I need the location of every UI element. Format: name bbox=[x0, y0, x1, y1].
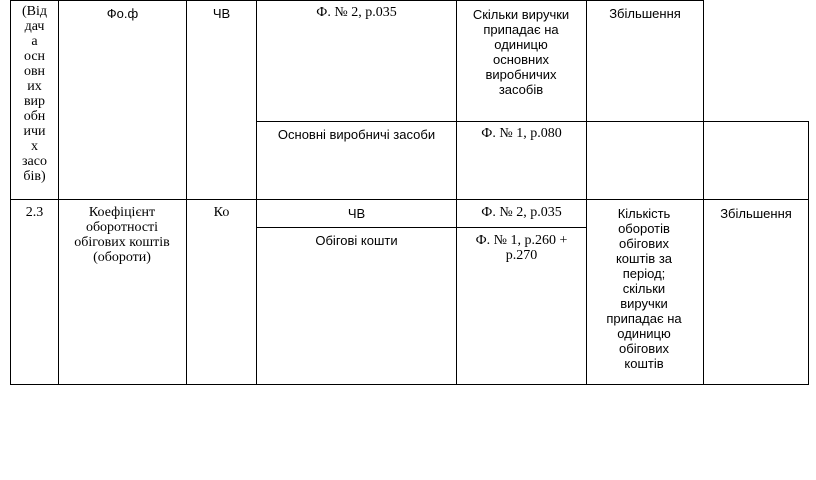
col-border bbox=[456, 0, 457, 385]
col-border bbox=[186, 0, 187, 385]
row1-col1-text: (Від дач а осн овн их вир обн ичи х засо бів) bbox=[21, 4, 47, 184]
table-bottom-border bbox=[10, 384, 809, 385]
row1-numerator-source: Ф. № 2, р.035 bbox=[316, 5, 397, 20]
row2-denominator-label: Обігові кошти bbox=[315, 233, 398, 248]
row2-numerator-source: Ф. № 2, р.035 bbox=[481, 205, 562, 220]
col-border bbox=[586, 0, 587, 385]
row2-trend: Збільшення bbox=[720, 206, 792, 221]
row1-meaning: Скільки виручки припадає на одиницю основних виробничих засобів bbox=[472, 7, 570, 97]
row1-indicator: Фо.ф bbox=[106, 6, 139, 21]
row1-numerator-label: ЧВ bbox=[212, 6, 231, 21]
col-border bbox=[256, 0, 257, 385]
row1-denominator-label: Основні виробничі засоби bbox=[277, 127, 436, 142]
col-border bbox=[58, 0, 59, 385]
row1-trend: Збільшення bbox=[609, 6, 681, 21]
row2-symbol: Ко bbox=[213, 205, 230, 220]
row2-numerator-label: ЧВ bbox=[347, 206, 366, 221]
row2-denominator-source: Ф. № 1, р.260 + р.270 bbox=[475, 233, 568, 263]
row2-split-border bbox=[256, 227, 586, 228]
row-divider bbox=[10, 199, 809, 200]
row1-denominator-source: Ф. № 1, р.080 bbox=[481, 126, 562, 141]
row2-number: 2.3 bbox=[25, 205, 44, 220]
col-border bbox=[703, 0, 704, 385]
row1-split-border bbox=[256, 121, 809, 122]
col-border bbox=[808, 121, 809, 385]
row1-top-border bbox=[10, 0, 703, 1]
row2-meaning: Кількість оборотів обігових коштів за період; скільки виручки припадає на одиницю обігових коштів bbox=[606, 206, 682, 371]
row2-name: Коефіцієнт оборотності обігових коштів (обороти) bbox=[74, 205, 170, 265]
